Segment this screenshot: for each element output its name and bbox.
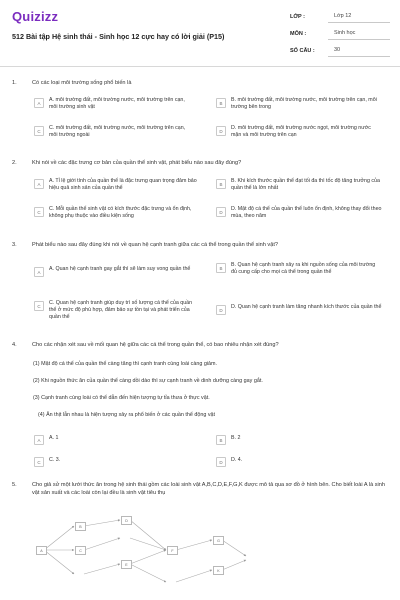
question-number: 4. [12, 342, 17, 348]
question-text: Cho các nhận xét sau về mối quan hệ giữa các cá thể trong quần thể, có bao nhiêu nhận xét đúng? [32, 342, 279, 348]
option-letter-box[interactable]: A [34, 98, 44, 108]
option-text: C. Quan hệ cạnh tranh giúp duy trì số lượng cá thể của quần thể ở mức độ phù hợp, đảm bảo sự tồn tại và phát triển của quần thể [49, 300, 193, 320]
option-text: C. Mỗi quần thể sinh vật có kích thước đặc trưng và ổn định, không phụ thuộc vào điều kiện sống [49, 206, 192, 219]
question-number: 5. [12, 482, 17, 488]
option-letter-box[interactable]: D [216, 207, 226, 217]
option-text: D. Quan hệ cạnh tranh làm tăng nhanh kích thước của quần thể [231, 304, 382, 310]
diagram-node: K [213, 566, 224, 575]
header-divider [0, 66, 400, 67]
option-text: B. môi trường đất, môi trường nước, môi trường trên cạn, môi trường bên trong [231, 97, 377, 110]
meta-row-class [290, 8, 390, 25]
question-number: 2. [12, 160, 17, 166]
option-d[interactable] [216, 456, 382, 467]
quizizz-logo: Quizizz [12, 9, 59, 24]
option-b[interactable] [216, 178, 382, 192]
diagram-node: A [36, 546, 47, 555]
meta-value: Sinh học [328, 28, 390, 40]
option-letter-box[interactable]: B [216, 98, 226, 108]
food-web-arrows [34, 510, 294, 596]
option-letter-box[interactable]: A [34, 179, 44, 189]
food-web-diagram [34, 510, 294, 596]
question-text: Có các loại môi trường sống phổ biến là [32, 80, 132, 86]
option-c[interactable] [34, 206, 200, 220]
option-letter-box[interactable]: B [216, 179, 226, 189]
page-title: 512 Bài tập Hệ sinh thái - Sinh học 12 cực hay có lời giải (P15) [12, 32, 225, 41]
option-c[interactable] [34, 456, 200, 467]
question-number: 1. [12, 80, 17, 86]
option-text: D. môi trường đất, môi trường nước ngọt, môi trường nước mặn và môi trường trên cạn [231, 125, 371, 138]
option-letter-box[interactable]: C [34, 301, 44, 311]
option-d[interactable] [216, 125, 378, 139]
statement-1: (1) Mật độ cá thể của quần thể càng tăng thì cạnh tranh cùng loài càng giảm. [33, 361, 218, 367]
option-a[interactable] [34, 434, 200, 445]
option-letter-box[interactable]: D [216, 126, 226, 136]
option-letter-box[interactable]: D [216, 457, 226, 467]
question-text: Khi nói về các đặc trưng cơ bản của quần thể sinh vật, phát biểu nào sau đây đúng? [32, 160, 242, 166]
statement-3: (3) Cạnh tranh cùng loài có thể dẫn đến hiện tượng tự tỉa thưa ở thực vật. [33, 395, 210, 401]
option-a[interactable] [34, 97, 194, 111]
question-number: 3. [12, 242, 17, 248]
option-text: A. Tỉ lệ giới tính của quần thể là đặc trưng quan trọng đảm bảo hiệu quả sinh sản của quần thể [49, 178, 197, 191]
option-letter-box[interactable]: C [34, 126, 44, 136]
option-b[interactable] [216, 434, 382, 445]
diagram-node: D [121, 516, 132, 525]
option-letter-box[interactable]: A [34, 435, 44, 445]
diagram-node: E [121, 560, 132, 569]
option-c[interactable] [34, 125, 194, 139]
option-letter-box[interactable]: B [216, 435, 226, 445]
meta-key: SỐ CÂU : [290, 47, 315, 54]
option-c[interactable] [34, 300, 200, 320]
question-text: Phát biểu nào sau đây đúng khi nói về quan hệ cạnh tranh giữa các cá thể trong quần thể sinh vật? [32, 242, 279, 248]
option-text: B. 2 [231, 435, 241, 441]
meta-row-subject [290, 25, 390, 42]
question-text: Cho giả sử một lưới thức ăn trong hệ sinh thái gồm các loài sinh vật A,B,C,D,E,F,G,K được mô tả qua sơ đồ ở hình bên. Cho biết loài A là sinh vật sản xuất và các loài còn lại đều là sinh vật tiêu thụ [32, 482, 386, 496]
meta-value: Lớp 12 [328, 11, 390, 23]
diagram-node: B [75, 522, 86, 531]
option-text: B. Quan hệ cạnh tranh xảy ra khi nguồn sống của môi trường đủ cung cấp cho mọi cá thể trong quần thể [231, 262, 376, 275]
option-text: A. môi trường đất, môi trường nước, môi trường trên cạn, môi trường sinh vật [49, 97, 185, 110]
meta-row-count [290, 42, 390, 59]
option-letter-box[interactable]: C [34, 457, 44, 467]
meta-key: LỚP : [290, 13, 305, 20]
diagram-node: C [75, 546, 86, 555]
statement-2: (2) Khi nguồn thức ăn của quần thể càng dồi dào thì sự cạnh tranh về dinh dưỡng càng gay gắt. [33, 378, 263, 384]
option-text: A. 1 [49, 435, 59, 441]
option-b[interactable] [216, 262, 382, 276]
option-text: C. môi trường đất, môi trường nước, môi trường trên cạn, môi trường ngoài [49, 125, 186, 138]
diagram-node: G [213, 536, 224, 545]
option-a[interactable] [34, 178, 200, 192]
option-text: C. 3. [49, 457, 61, 463]
option-b[interactable] [216, 97, 378, 111]
meta-panel [290, 8, 390, 59]
option-letter-box[interactable]: D [216, 305, 226, 315]
meta-key: MÔN : [290, 30, 307, 37]
option-letter-box[interactable]: B [216, 263, 226, 273]
option-a[interactable] [34, 266, 200, 277]
option-text: B. Khi kích thước quần thể đạt tối đa thì tốc độ tăng trưởng của quần thể là lớn nhất [231, 178, 380, 191]
statement-4: (4) Ăn thịt lẫn nhau là hiện tượng xảy ra phổ biến ở các quần thể động vật [38, 412, 216, 418]
meta-value: 30 [328, 45, 390, 57]
option-text: D. Mật độ cá thể của quần thể luôn ổn định, không thay đổi theo mùa, theo năm [231, 206, 382, 219]
option-letter-box[interactable]: C [34, 207, 44, 217]
page-header [0, 0, 400, 62]
option-d[interactable] [216, 206, 382, 220]
option-text: D. 4. [231, 457, 243, 463]
option-text: A. Quan hệ cạnh tranh gay gắt thì sẽ làm suy vong quần thể [49, 266, 191, 272]
option-d[interactable] [216, 304, 382, 315]
option-letter-box[interactable]: A [34, 267, 44, 277]
diagram-node: F [167, 546, 178, 555]
